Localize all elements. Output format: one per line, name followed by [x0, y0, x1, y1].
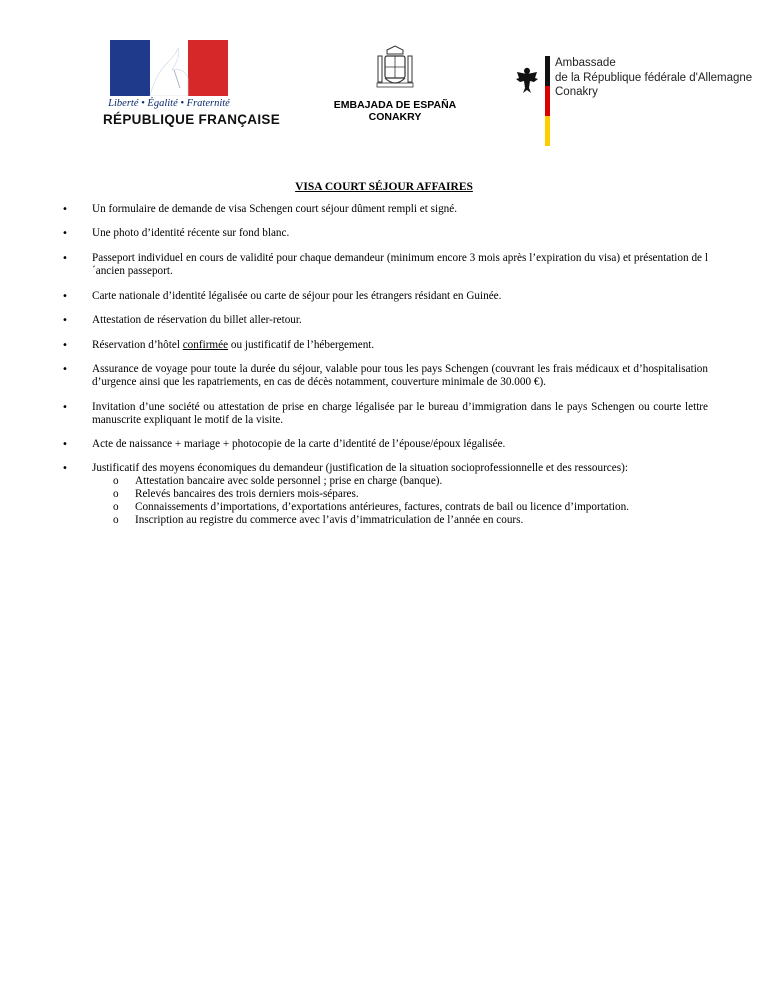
underlined-word: confirmée — [182, 339, 229, 351]
requirement-item — [62, 203, 708, 216]
requirement-item — [62, 227, 708, 240]
bullet-icon: • — [62, 463, 68, 474]
sub-list — [113, 475, 708, 527]
bullet-icon: • — [62, 364, 68, 375]
requirement-item — [62, 314, 708, 327]
fr-name: RÉPUBLIQUE FRANÇAISE — [103, 112, 281, 127]
requirement-text: Carte nationale d’identité légalisée ou carte de séjour pour les étrangers résidant en Guinée. — [92, 290, 502, 302]
requirement-item — [62, 438, 708, 451]
sub-item-text: Inscription au registre du commerce avec l’avis d’immatriculation de l’année en cours. — [135, 514, 524, 526]
bullet-icon: • — [62, 315, 68, 326]
es-embassy-city: CONAKRY — [368, 111, 422, 123]
requirement-item — [62, 290, 708, 303]
republique-francaise-logo — [103, 40, 281, 132]
bullet-icon: • — [62, 253, 68, 264]
requirement-text: Une photo d’identité récente sur fond blanc. — [92, 227, 290, 239]
bullet-icon: • — [62, 228, 68, 239]
requirement-text: Justificatif des moyens économiques du demandeur (justification de la situation socioprofessionnelle et des ressources): — [92, 462, 628, 474]
sub-item-text: Relevés bancaires des trois derniers mois-sépares. — [135, 488, 359, 500]
requirement-item — [62, 252, 708, 278]
bullet-icon: • — [62, 439, 68, 450]
text-part: Réservation d’hôtel — [92, 339, 183, 351]
german-flag-bar — [545, 56, 550, 146]
german-eagle-icon — [515, 66, 539, 94]
de-line-1: Ambassade — [555, 57, 616, 69]
circle-bullet-icon: o — [113, 514, 119, 526]
circle-bullet-icon: o — [113, 488, 119, 500]
requirement-item — [62, 401, 708, 427]
spain-coat-of-arms-icon — [375, 44, 415, 90]
bullet-icon: • — [62, 402, 68, 413]
requirement-text: Invitation d’une société ou attestation de prise en charge légalisée par le bureau d’immigration dans le pays Schengen ou courte lettre manuscrite expliquant le motif de la visite. — [92, 401, 708, 426]
requirement-text: Assurance de voyage pour toute la durée du séjour, valable pour tous les pays Schengen (couvrant les frais médicaux et d’hospitalisation d’urgence ainsi que les rapatriements, en cas de décès notamment, couverture minimale de 30.000 €). — [92, 363, 708, 388]
sub-list-item — [113, 488, 708, 501]
document-title: VISA COURT SÉJOUR AFFAIRES — [295, 181, 473, 193]
text-part: ou justificatif de l’hébergement. — [228, 339, 375, 351]
requirement-text: Attestation de réservation du billet aller-retour. — [92, 314, 302, 326]
sub-list-item — [113, 475, 708, 488]
de-line-2: de la République fédérale d'Allemagne — [555, 71, 753, 84]
sub-list-item — [113, 501, 708, 514]
requirement-item — [62, 339, 708, 352]
requirement-text: Un formulaire de demande de visa Schengen court séjour dûment rempli et signé. — [92, 203, 458, 215]
circle-bullet-icon: o — [113, 475, 119, 487]
bullet-icon: • — [62, 204, 68, 215]
de-embassy-text — [555, 56, 752, 100]
sub-item-text: Connaissements d’importations, d’exportations antérieures, factures, contrats de bail ou licence d’importation. — [135, 501, 629, 513]
es-embassy-name: EMBAJADA DE ESPAÑA — [333, 99, 457, 111]
circle-bullet-icon: o — [113, 501, 119, 513]
de-line-3: Conakry — [555, 86, 598, 98]
requirement-item — [62, 363, 708, 389]
embajada-espana-logo — [330, 44, 460, 123]
fr-tagline: Liberté • Égalité • Fraternité — [108, 98, 230, 109]
marianne-flag-icon — [110, 40, 228, 96]
requirement-item — [62, 462, 708, 527]
ambassade-allemagne-logo — [515, 56, 753, 116]
bullet-icon: • — [62, 291, 68, 302]
requirement-text: Acte de naissance + mariage + photocopie de la carte d’identité de l’épouse/époux légalisée. — [92, 438, 506, 450]
bullet-icon: • — [62, 340, 68, 351]
sub-item-text: Attestation bancaire avec solde personnel ; prise en charge (banque). — [135, 475, 443, 487]
requirement-text — [92, 339, 708, 352]
requirement-text: Passeport individuel en cours de validité pour chaque demandeur (minimum encore 3 mois après l’expiration du visa) et présentation de l´ancien passeport. — [92, 252, 708, 277]
sub-list-item — [113, 514, 708, 527]
